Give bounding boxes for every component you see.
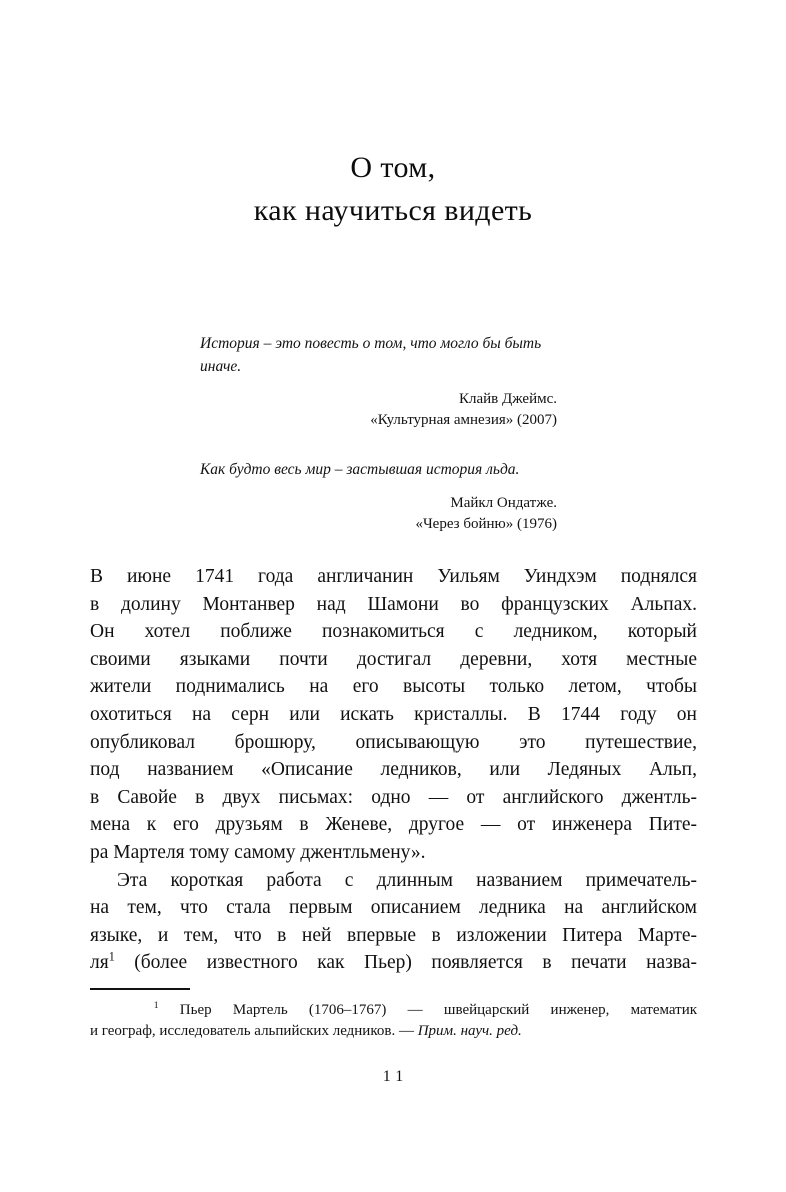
footnote-separator-rule	[90, 988, 190, 990]
epigraph-1-source	[200, 389, 557, 431]
footnote-reference-marker[interactable]: 1	[108, 949, 115, 964]
epigraph-1-text-line-1: История – это повесть о том, что могло бы	[200, 335, 501, 352]
body-line: под названием «Описание ледников, или Ледяных Альп,	[90, 759, 697, 781]
body-line: своими языками почти достигал деревни, хотя местные	[90, 648, 697, 670]
body-line: в Савойе в двух письмах: одно — от английского джентль-	[90, 786, 697, 808]
body-line-text-before-ref: ля	[90, 952, 109, 974]
body-line-text-after-ref: (более известного как Пьер) появляется в печати назва-	[114, 952, 697, 974]
epigraph-1	[200, 333, 557, 431]
footnote-line-1	[90, 1000, 697, 1022]
body-paragraph-2	[90, 867, 697, 977]
body-line: охотиться на серн или искать кристаллы. В 1744 году он	[90, 703, 697, 725]
epigraph-1-author: Клайв Джеймс.	[459, 391, 557, 407]
body-line: В июне 1741 года англичанин Уильям Уиндхэм поднялся	[90, 566, 697, 587]
body-line: ра Мартеля тому самому джентльмену».	[90, 841, 426, 863]
epigraph-2-text	[200, 459, 557, 482]
chapter-title	[0, 146, 786, 232]
epigraph-2-source	[200, 493, 557, 535]
body-line: Он хотел поближе познакомиться с ледником, который	[90, 621, 697, 643]
epigraph-2-text-line-2: льда.	[486, 461, 520, 478]
epigraph-2-author: Майкл Ондатже.	[450, 494, 557, 511]
footnote-editor-note: Прим. науч. ред.	[417, 1023, 522, 1039]
footnote-line-2	[90, 1021, 697, 1043]
body-paragraph-1	[90, 563, 697, 867]
epigraph-2	[200, 459, 557, 535]
epigraph-2-text-line-1: Как будто весь мир – застывшая история	[200, 461, 483, 478]
footnote-marker: 1	[153, 999, 159, 1011]
epigraph-1-text-line-2: быть иначе.	[200, 335, 542, 375]
body-line: опубликовал брошюру, описывающую это путешествие,	[90, 731, 697, 753]
body-line: мена к его друзьям в Женеве, другое — от инженера Пите-	[90, 814, 697, 836]
footnote-block	[90, 988, 697, 1043]
footnote-text	[90, 1000, 697, 1043]
epigraph-1-text	[200, 333, 557, 378]
footnote-line-1-text: Пьер Мартель (1706–1767) — швейцарский инженер, математик	[179, 1001, 698, 1018]
chapter-title-line-1: О том,	[350, 151, 436, 185]
chapter-title-line-2: как научиться видеть	[253, 194, 533, 228]
body-line: языке, и тем, что в ней впервые в изложении Питера Марте-	[90, 924, 697, 946]
epigraph-block	[200, 333, 557, 543]
footnote-line-2-text: и географ, исследователь альпийских ледников. —	[90, 1023, 418, 1039]
body-line: жители поднимались на его высоты только летом, чтобы	[90, 676, 697, 698]
body-line: на тем, что стала первым описанием ледника на английском	[90, 897, 697, 919]
body-line-with-footnote-ref	[90, 949, 697, 977]
body-line: Эта короткая работа с длинным названием примечатель-	[117, 869, 697, 891]
epigraph-1-work: «Культурная амнезия» (2007)	[370, 412, 557, 428]
body-text	[90, 563, 697, 977]
body-line: в долину Монтанвер над Шамони во французских Альпах.	[90, 593, 697, 615]
epigraph-2-work: «Через бойню» (1976)	[415, 515, 557, 532]
page-number: 11	[382, 1068, 409, 1085]
